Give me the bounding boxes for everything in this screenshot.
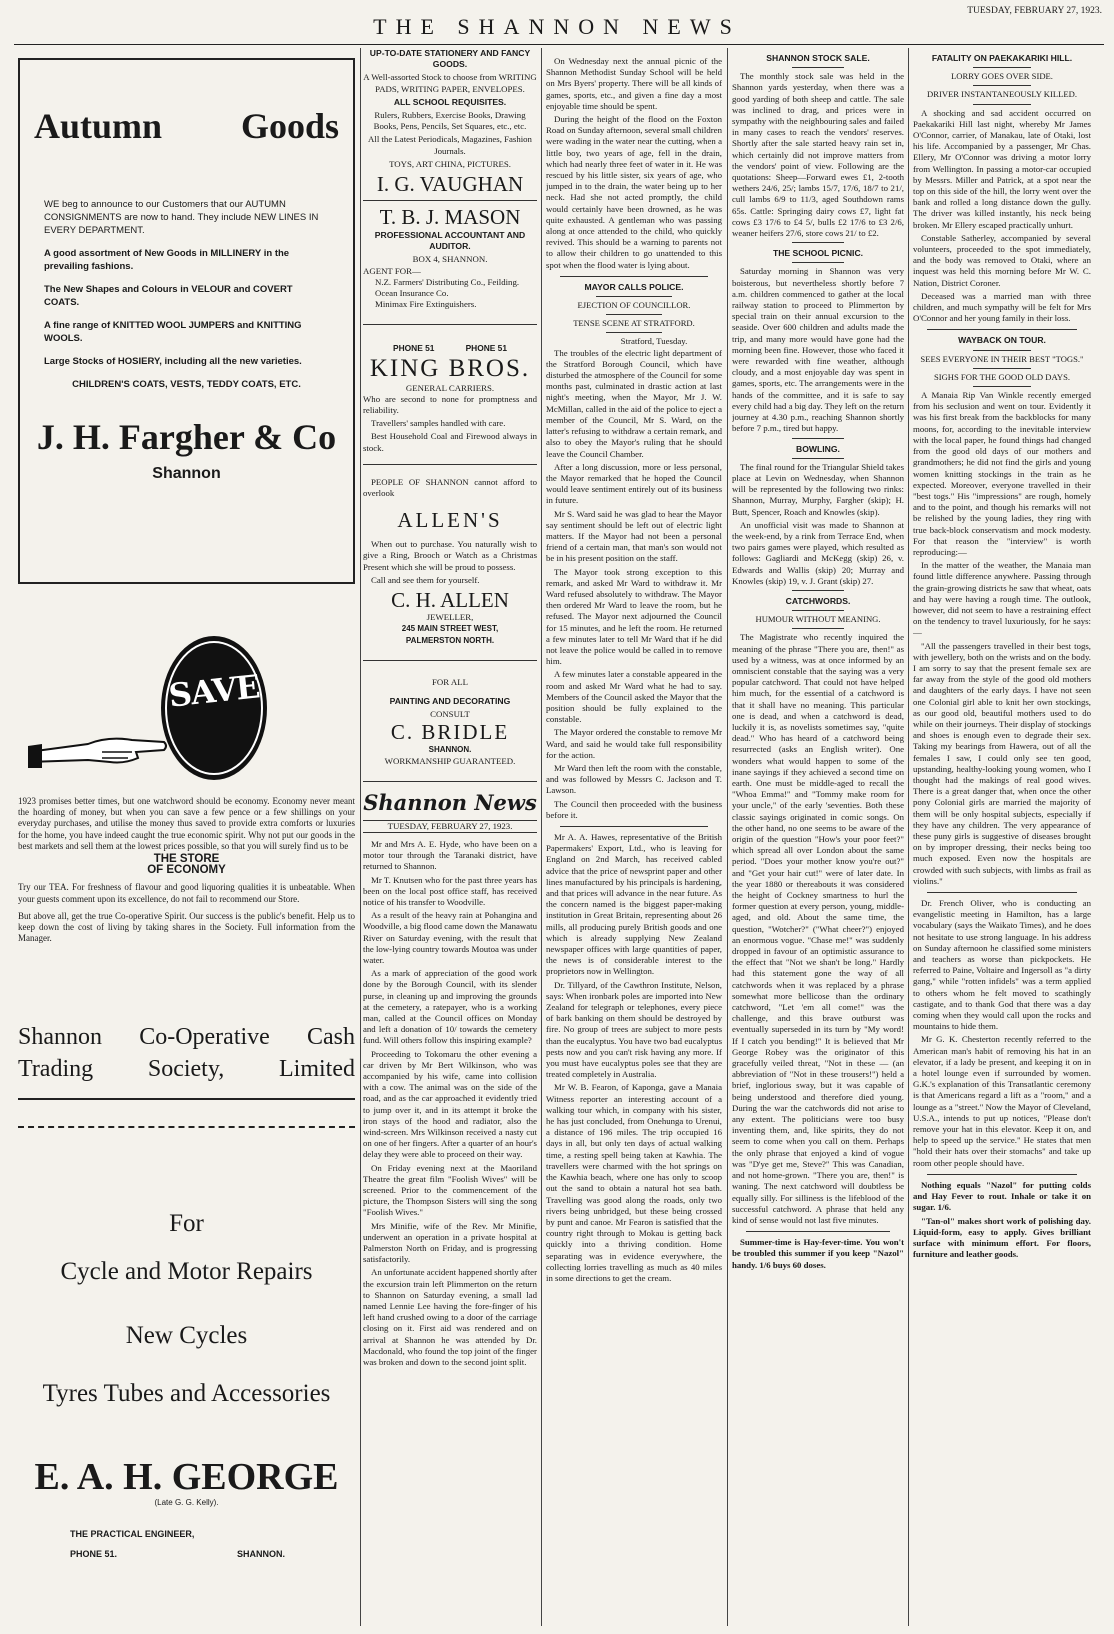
mayor-para-7: Mr Ward then left the room with the constable, and was followed by Messrs C. Jackson and T. Lawson. <box>546 762 722 796</box>
autumn-heading: Autumn Goods <box>34 106 339 146</box>
hawes-para: Mr A. A. Hawes, representative of the British Papermakers' Export, Ltd., who is leaving for England on 2nd March, has received cabled advice that the price of newsprint paper and other lines manufactured by his principals is hardening, and that prices will advance in the near future. As the concern named is the biggest paper-making institution in Great Britain, representing about 26 mills, all producing purely British goods and one which is already supplying New Zealand newspaper offices with large quantities of paper, the news is of considerable interest to the proprietors now in Wellington. <box>546 832 722 977</box>
autumn-goods-ad <box>18 58 355 584</box>
divider <box>973 85 1031 86</box>
vaughan-stock: A Well-assorted Stock to choose from WRITING PADS, WRITING PAPER, ENVELOPES. <box>363 72 537 94</box>
masthead <box>0 0 1114 44</box>
divider <box>792 67 844 68</box>
divider <box>606 314 662 315</box>
wayback-heading: WAYBACK ON TOUR. <box>958 335 1046 346</box>
nazol-ad: Summer-time is Hay-fever-time. You won't be troubled this summer if you keep "Nazol" handy. 1/6 buys 60 doses. <box>732 1237 904 1270</box>
allen-intro: PEOPLE OF SHANNON cannot afford to overlook <box>363 476 537 499</box>
save-body: 1923 promises better times, but one watchword should be economy. Economy never meant the hoarding of money, but when you can save a few pence or a few shillings on your everyday purchases, and utilise the money thus saved to provide extra comforts or luxuries for the home, you have indeed caught the true economic spirit. Why not put our goods in the best markets and sell them at the lowest prices possible, so that you will surely find us to be <box>18 796 355 851</box>
divider <box>596 296 672 297</box>
oliver-para: Dr. French Oliver, who is conducting an evangelistic meeting in Hamilton, has a large vocabulary (says the Waikato Times), and he does not hesitate to use strong language. In his address on Sunday afternoon he classified some ministers and teachers as worse than pickpockets. He referred to Paine, Voltaire and Ingersoll as "a dirty gang," while "rotten infidels" was a term applied to others whom he felt moved to scathingly castigate, and to thank God that there was a day coming when they would call upon the rocks and mountains to hide them. <box>913 898 1091 1032</box>
tillyard-para: Dr. Tillyard, of the Cawthron Institute, Nelson, says: When ironbark poles are imported into New Zealand for telegraph or telephones, every piece of bark banking on them should be destroyed by fire. No group of trees are subject to more pests than the eucalyptus. You have two bad eucalyptus pests now and you can't risk having any more. If you must have eucalyptus poles see that they are treated completely in Australia. <box>546 979 722 1080</box>
divider <box>792 610 844 611</box>
king-phone-1: PHONE 51 <box>393 343 435 354</box>
school-heading: THE SCHOOL PICNIC. <box>772 248 864 259</box>
divider <box>973 350 1031 351</box>
king-name: KING BROS. <box>369 354 531 382</box>
column-rule-3 <box>727 48 728 1626</box>
mayor-sub-2: TENSE SCENE AT STRATFORD. <box>573 318 695 329</box>
save-tea: Try our TEA. For freshness of flavour and good liquoring qualities it is unbeatable. When your guests comment upon its excellence, do not fail to recommend our Store. <box>18 882 355 904</box>
divider <box>927 329 1077 330</box>
divider <box>973 368 1031 369</box>
king-sub: GENERAL CARRIERS. <box>405 382 495 393</box>
methodist-picnic: On Wednesday next the annual picnic of the Shannon Methodist Sunday School will be held on Mrs Byers' property. There will be all kinds of games, sports, etc., and given a fine day a most enjoyable time should be spent. <box>546 56 722 111</box>
flood-rescue: During the height of the flood on the Foxton Road on Sunday afternoon, several small children were wading in the water near the cutting, when a little boy, two years of age, fell in the drain, which had nearly three feet of water in it. He was rescued by his little sister, six years of age, who jumped in to the drain, the water being up to her neck. Had she not acted promptly, the child would certainly have been drowned, as he was quite exhausted. A gentleman who was passing along at once attended to the child, who quickly revived. This should be a warning to parents not to allow their children to go unattended to this spot when the flood water is lying about. <box>546 114 722 270</box>
mayor-para-5: A few minutes later a constable appeared in the room and asked Mr Ward what he had to say. Members of the Council asked the Mayor that the position should be fully explained to the constable. <box>546 669 722 725</box>
shannon-news-nameplate: Shannon News <box>363 789 537 815</box>
mayor-heading: MAYOR CALLS POLICE. <box>584 281 684 292</box>
autumn-line-5: Large Stocks of HOSIERY, including all the new varieties. <box>44 356 302 367</box>
mayor-para-4: The Mayor took strong exception to this remark, and asked Mr Ward to withdraw it. Mr Ward refused absolutely to withdraw. The Mayor then ordered Mr Ward to leave the room, but he refused. The Mayor next adjourned the Council for 15 minutes, and he left the room. He returned a few minutes later to tell Mr Ward that if he did not leave the police would be called in to remove him. <box>546 566 722 667</box>
mayor-para-2: After a long discussion, more or less personal, the Mayor remarked that he hoped the Council would leave sentiment entirely out of its business in future. <box>546 461 722 506</box>
mason-box: BOX 4, SHANNON. <box>412 254 488 265</box>
bowling-para-2: An unofficial visit was made to Shannon at the week-end, by a rink from Terrace End, when two pairs games were played, which resulted as follows: Gagliardi and McKegg (skip) 26, v. Edwards and Wallis (skip) 20; Murray and Knowles (skip) 19, v. J. Grant (skip) 27. <box>732 519 904 586</box>
divider <box>792 438 844 439</box>
pointing-hand-icon <box>28 722 168 778</box>
save-word: SAVE <box>166 667 262 715</box>
divider <box>363 781 537 782</box>
mason-agency-2: Ocean Insurance Co. <box>375 288 449 299</box>
divider <box>363 660 537 661</box>
autumn-line-3: The New Shapes and Colours in VELOUR and COVERT COATS. <box>44 284 293 308</box>
catch-sub: HUMOUR WITHOUT MEANING. <box>755 614 881 625</box>
autumn-line-6: CHILDREN'S COATS, VESTS, TEDDY COATS, ETC. <box>72 379 301 390</box>
mayor-dateline: Stratford, Tuesday. <box>620 336 688 347</box>
mason-agency-3: Minimax Fire Extinguishers. <box>375 299 477 310</box>
society-line-1: Shannon Co-Operative Cash <box>18 1024 355 1050</box>
bridle-town: SHANNON. <box>428 745 472 755</box>
nazol-ad-2: Nothing equals "Nazol" for putting colds and Hay Fever to rout. Inhale or take it on sugar. 1/6. <box>913 1179 1091 1213</box>
bridle-guar: WORKMANSHIP GUARANTEED. <box>384 755 516 766</box>
wayback-sub-1: SEES EVERYONE IN THEIR BEST "TOGS." <box>920 353 1084 364</box>
fatal-sub-2: DRIVER INSTANTANEOUSLY KILLED. <box>927 89 1077 100</box>
divider <box>927 892 1077 893</box>
save-coop: But above all, get the true Co-operative Spirit. Our success is the public's benefit. Help us to keep down the cost of living by taking shares in the Society. Full information from the Manager. <box>18 910 355 944</box>
mason-agent: AGENT FOR— <box>363 265 421 276</box>
vaughan-periodicals: All the Latest Periodicals, Magazines, Fashion Journals. <box>368 134 532 156</box>
mason-title: PROFESSIONAL ACCOUNTANT AND AUDITOR. <box>374 230 526 252</box>
divider <box>792 590 844 591</box>
co-op-save-ad <box>18 626 355 1100</box>
allen-addr-1: 245 MAIN STREET WEST, <box>401 624 499 634</box>
cycle-line-4: Tyres Tubes and Accessories <box>42 1380 331 1407</box>
divider <box>363 200 537 201</box>
divider <box>973 104 1031 105</box>
autumn-line-4: A fine range of KNITTED WOOL JUMPERS and KNITTING WOOLS. <box>44 320 302 344</box>
bridle-t2: CONSULT <box>430 709 470 720</box>
stock-heading: SHANNON STOCK SALE. <box>766 53 870 63</box>
fargher-firm: J. H. Fargher & Co <box>36 417 337 457</box>
george-town: SHANNON. <box>236 1549 285 1559</box>
fatal-heading: FATALITY ON PAEKAKARIKI HILL. <box>931 53 1073 63</box>
cycle-line-1: For <box>169 1210 204 1237</box>
column-5 <box>913 48 1091 1626</box>
column-rule-1 <box>360 48 361 1626</box>
wayback-para-2: In the matter of the weather, the Manaia man found little difference anywhere. Passing through the grain-growing districts he saw that wheat, oats and hay were having a rough time. The outlook, however, did not seem to have a restraining effect on the tendency to travel luxuriously, for he says:— <box>913 560 1091 638</box>
news-para-4: As a mark of appreciation of the good work done by the Borough Council, with its slender purse, in cleaning up and improving the grounds at the cemetery, a ratepayer, who is a working man, called at the Council offices on Monday and left a donation of 10/ towards the cemetery fund. Will others follow this inspiring example? <box>363 968 537 1046</box>
tanol-ad: "Tan-ol" makes short work of polishing day. Liquid-form, easy to apply. Gives brilliant surface with minimum effort. For floors, furniture and leather goods. <box>913 1215 1091 1260</box>
column-2 <box>363 48 537 1626</box>
news-para-8: An unfortunate accident happened shortly after the excursion train left Plimmerton on the return to Shannon on Saturday evening, a small lad named Lennie Lee having the fore-finger of his left hand crushed owing to a door of the carriage closing on it. First aid was rendered and on arrival at Shannon he was attended by Dr. Macdonald, who found the top joint of the finger was broken and down to the second joint split. <box>363 1267 537 1368</box>
masthead-date: TUESDAY, FEBRUARY 27, 1923. <box>967 6 1102 16</box>
king-t2: Travellers' samples handled with care. <box>371 418 506 429</box>
bridle-for: FOR ALL <box>432 676 468 687</box>
allen-firm: C. H. ALLEN <box>391 588 509 613</box>
divider <box>792 242 844 243</box>
mayor-sub-1: EJECTION OF COUNCILLOR. <box>577 300 691 311</box>
vaughan-heading: UP-TO-DATE STATIONERY AND FANCY GOODS. <box>369 48 531 70</box>
nameplate-date: TUESDAY, FEBRUARY 27, 1923. <box>363 820 537 833</box>
allen-addr-2: PALMERSTON NORTH. <box>405 635 495 645</box>
divider <box>746 1231 890 1232</box>
vaughan-school: ALL SCHOOL REQUISITES. <box>393 96 507 107</box>
masthead-title: THE SHANNON NEWS <box>373 14 741 39</box>
news-para-6: On Friday evening next at the Maoriland Theatre the great film "Foolish Wives" will be screened. Prior to the commencement of the picture, the Thompson Sisters will sing the song "Foolish Wives." <box>363 1162 537 1218</box>
divider <box>792 628 844 629</box>
store-line-2: OF ECONOMY <box>147 864 226 877</box>
masthead-rule <box>14 44 1104 45</box>
cycle-line-2: Cycle and Motor Repairs <box>60 1258 313 1285</box>
wayback-para-3: "All the passengers travelled in their best togs, with jewellery, both on the wrists and on the body. I am sorry to say that the present female sex are far away from the style of the good old mothers and daughters of the early days. I have not seen one Colonial girl able to knit her own stockings, as our good old, beautiful mothers used to do while on their journeys. Their display of stockings and shoes is enough even to degrade their sex. Taking my bearings from Hawera, out of all the females I saw, I could only see ten good, upstanding, healthy-looking young women, who I thought had the makings of real good wives. There is a great danger that, when once the other pony Colonial girls are married the majority of them will be only hospital subjects, especially if they have any children. The very appearance of these puny girls is suggestive of diseases brought on by improper dressing, their necks being too much exposed. Even now the hospitals are crowded with such subjects, with limbs as frail as violins." <box>913 640 1091 886</box>
mayor-para-3: Mr S. Ward said he was glad to hear the Mayor say sentiment should be left out of electric light matters. If the Mayor had not been a personal friend of a certain man, that man's son would not be in his present position on the staff. <box>546 508 722 564</box>
wayback-para-1: A Manaia Rip Van Winkle recently emerged from his seclusion and went on tour. Evidently it was his first break from the backblocks for many moons, for, according to the inevitable interview with the local paper, he found things had changed from the good old days of our mothers and grandmothers; he did not find the girls and young women knitting stockings in the train as he expected. Moreover, everyone travelled in their "best togs." His "impressions" are rough, homely and to the point, and though his remarks will not be relished by the young ladies, they ring with true back-block conservatism and mock modesty. For that reason the "interview" is worth reproducing:— <box>913 390 1091 557</box>
society-line-2: Trading Society, Limited <box>18 1056 355 1082</box>
chesterton-para: Mr G. K. Chesterton recently referred to the American man's habit of removing his hat in an elevator, if a lady be present, and keeping it on in a hotel lounge even if surrounded by women. G.K.'s explanation of this Transatlantic ceremony is that Americans regard a lift as a "room," and a lounge as a "street." Now the Mayor of Cleveland, U.S.A., intends to put up notices, "Please don't remove your hat in this elevator. Keep it on, and help to speed up the service." He states that men "hold their hats over their stomachs" and take up room other people should have. <box>913 1034 1091 1168</box>
george-trade: THE PRACTICAL ENGINEER, <box>70 1529 195 1539</box>
catch-body: The Magistrate who recently inquired the meaning of the phrase "There you are, then!" as used by a witness, was at once informed by an omniscient constable that the saying was a very popular catchword. That could not have helped him much, for the essential of a catchword is that it shall have no meaning. This particular one is dead, and when a catchword is dead, luckily it is, as novelists sometimes say, "quite dead." Who has heard of a catchword being resurrected (asks an English writer). One wonders what would happen to some of the inane sayings if they achieved a second time on earth. One must be middle-aged to recall the "Whoa Emma!" and "Tommy make room for your uncle," of the early 'seventies. Both these classic sayings originated in comic songs. On the other hand, no one seems to be aware of the origin of the question "How's your poor feet?" which spread all over London about the same period. "Does your mother know you're out?" and "Get your hair cut!" were of later date. In the year 1880 or thereabouts it was considered the height of Cockney smartness to hurl the former question at every person, young, middle-aged, and old. About the same time, the question, "Wotcher?" ("What cheer?") enjoyed an enormous vogue. "Chase me!" was suddenly dropped in favour of an optimistic assurance to the effect that "Not we shan't be long." Hardly had this statement gone the way of all catchwords when it was replaced by a phrase somewhat more bellicose than the ordinary catchword, "Let 'em all come!" was the challenge, and this brave outburst was eventually superseded in its turn by "My word! If I catch you bending!" It is believed that Mr George Robey was the originator of this gracefully veiled threat, "Not in these — (an abbreviation of "Not in these trousers!") held a brief, inglorious sway, but it was capable of being understood and therefore died young. During the war the catchwords did not arise to any extent. The politicians were too busy inventing them, and, like spirits, they do not seem to come when you call on them. Perhaps the only phrase that enjoyed a kind of vogue was "D'ye get me, Steve?" This was Canadian, and not home-grown. "There you are, then!" is waning. The next catchword will doubtless be equally silly. For silliness is the lifeblood of the successful catchword. A phrase that held any kind of sense would not last five minutes. <box>732 632 904 1225</box>
fatal-sub-1: LORRY GOES OVER SIDE. <box>951 71 1053 82</box>
divider <box>363 464 537 465</box>
vaughan-toys: TOYS, ART CHINA, PICTURES. <box>389 158 511 169</box>
king-t1: Who are second to none for promptness and reliability. <box>363 393 537 416</box>
bowling-heading: BOWLING. <box>796 443 840 454</box>
divider <box>973 67 1031 68</box>
column-rule-2 <box>541 48 542 1626</box>
divider <box>363 324 537 325</box>
king-t3: Best Household Coal and Firewood always in stock. <box>363 431 537 453</box>
vaughan-name: I. G. VAUGHAN <box>376 172 524 197</box>
catch-heading: CATCHWORDS. <box>785 595 851 606</box>
mason-name: T. B. J. MASON <box>379 205 521 230</box>
fargher-town: Shannon <box>152 465 221 482</box>
bridle-name: C. BRIDLE <box>390 720 510 745</box>
autumn-line-1: WE beg to announce to our Customers that our AUTUMN CONSIGNMENTS are now to hand. They include NEW LINES IN EVERY DEPARTMENT. <box>44 199 319 236</box>
allen-t1: When out to purchase. You naturally wish to give a Ring, Brooch or Watch as a Christmas Present which she will be proud to possess. <box>363 539 537 572</box>
divider <box>606 332 662 333</box>
mason-agency-1: N.Z. Farmers' Distributing Co., Feilding. <box>375 276 520 287</box>
divider <box>927 1174 1077 1175</box>
wayback-sub-2: SIGHS FOR THE GOOD OLD DAYS. <box>933 371 1071 382</box>
store-line-1: THE STORE <box>153 853 220 866</box>
divider <box>792 458 844 459</box>
news-para-7: Mrs Minifie, wife of the Rev. Mr Minifie, underwent an operation in a private hospital at Palmerston North on Friday, and is progressing satisfactorily. <box>363 1220 537 1265</box>
mayor-para-8: The Council then proceeded with the business before it. <box>546 798 722 820</box>
mayor-para-1: The troubles of the electric light department of the Stratford Borough Council, which have disturbed the atmosphere of the Council for some months past, culminated in drastic action at last night's meeting, when the Mayor, Mr J. W. McMillan, called in the aid of the police to eject a member of the Council, Mr S. Ward, on the latter's refusing to withdraw a certain remark, and also to obey the Mayor's ruling that he should leave the Council Chamber. <box>546 347 722 459</box>
bridle-t1: PAINTING AND DECORATING <box>389 695 511 706</box>
cycle-line-3: New Cycles <box>125 1322 248 1349</box>
king-phone-2: PHONE 51 <box>465 343 507 354</box>
bowling-para-1: The final round for the Triangular Shield takes place at Levin on Wednesday, when Shannon will be represented by the following two rinks: Shannon, Murray, Murphy, Fargher (skip); H. Butt, Spencer, Roach and Knowles (skip). <box>732 461 904 517</box>
george-firm: E. A. H. GEORGE <box>34 1456 339 1498</box>
news-para-5: Proceeding to Tokomaru the other evening a car driven by Mr Bert Wilkinson, who was accompanied by his wife, came into collision with a cow. The animal was on the side of the road, and as the car approached it evidently tried to jump over it, and in its attempt it broke the iron stays of the hood and radiator, also the wind-screen. Mrs Wilkinson received a nasty cut on one of her fingers. After a quarter of an hour's delay they were able to proceed on their way. <box>363 1048 537 1160</box>
news-para-3: As a result of the heavy rain at Pohangina and Woodville, a big flood came down the Manawatu River on Saturday evening, with the result that the low-lying country towards Moutoa was under water. <box>363 910 537 965</box>
allen-trade: JEWELLER, <box>426 612 474 623</box>
news-para-2: Mr T. Knutsen who for the past three years has been on the local post office staff, has received notice of his transfer to Woodville. <box>363 874 537 907</box>
divider <box>973 386 1031 387</box>
divider <box>792 262 844 263</box>
fearon-para: Mr W. B. Fearon, of Kaponga, gave a Manaia Witness reporter an interesting account of a walking tour which, in company with his sister, he has just concluded, from Onehunga to Urenui, a distance of 196 miles. The trip occupied 16 days in all, but only ten days of actual walking time, a resting spell being taken at Kawhia. The travellers were charmed with the hot springs on the Kawhia beach, where one has only to scoop out the sand to obtain a natural hot sea bath. Travelling was good along the roads, only two rivers being unbridged, but these being crossed by punt and canoe. Mr Fearon is satisfied that the country right through to Mokau is getting back quickly into a thriving condition. Home separating was in evidence everywhere, the collecting lorries travelling as much as 40 miles in some directions to get the cream. <box>546 1082 722 1283</box>
vaughan-rulers: Rulers, Rubbers, Exercise Books, Drawing Books, Pens, Pencils, Set Squares, etc., etc. <box>373 110 527 132</box>
allen-name: ALLEN'S <box>397 508 503 533</box>
mayor-para-6: The Mayor ordered the constable to remove Mr Ward, and said he would take full responsibility for the action. <box>546 727 722 760</box>
column-3 <box>546 56 722 1634</box>
stock-body: The monthly stock sale was held in the Shannon yards yesterday, when there was a good yarding of both sheep and cattle. The sale was inclined to drag, and prices were in sympathy with the neighbouring sales and failed in many cases to reach the vendors' reserves. Shortly after the sale started heavy rain set in, which certainly did not improve matters from the vendors' point of view. Following are the quotations: Sheep—Forward ewes £1, 2-tooth wethers 24/6, 25/; lambs 15/7, 17/6, 18/7 to 21/, cull lambs 6/9 to 11/3, aged Southdown rams 65s. Cattle: Springing dairy cows £7, light fat cows £3 17/6 to £4 5/, bulls £2 17/6 to £3 2/6, weaner heifers 27/6, store cows 21/ to £2. <box>732 71 904 239</box>
allen-t2: Call and see them for yourself. <box>371 574 480 585</box>
george-late: (Late G. G. Kelly). <box>154 1498 219 1507</box>
autumn-line-2: A good assortment of New Goods in MILLINERY in the prevailing fashions. <box>44 248 290 272</box>
divider <box>560 826 708 827</box>
george-phone: PHONE 51. <box>70 1549 118 1559</box>
column-rule-4 <box>908 48 909 1626</box>
school-body: Saturday morning in Shannon was very boisterous, but nevertheless shortly before 7 a.m. children commenced to gather at the local railway station to proceed to Plimmerton by special train on their annual excursion to the seaside. Over 600 children and adults made the trip, and many more would have gone had the morning been fine. However, those who faced it were rewarded with fine weather, although cloudy, and a most enjoyable day was spent in games, sports, etc. The arrangements were in the hands of the committee, and it is safe to say every child had a big day. They left on the return journey at 4.30 p.m., reaching Shannon shortly before 7 p.m., tired but happy. <box>732 266 904 434</box>
fatal-para-3: Deceased was a married man with three children, and much sympathy will be felt for Mrs O'Connor and her young family in their loss. <box>913 290 1091 324</box>
news-para-1: Mr and Mrs A. E. Hyde, who have been on a motor tour through the Taranaki district, have returned to Shannon. <box>363 838 537 872</box>
fatal-para-1: A shocking and sad accident occurred on Paekakariki Hill last night, whereby Mr James O'Connor, carrier, of Manakau, late of Otaki, lost his life. Accompanied by a passenger, Mr Chas. Ellery, Mr O'Connor was driving a motor lorry from Wellington. In passing a motor-car occupied by Messrs. Miller and Patrick, at a spot near the top on this side of the hill, the lorry went over the bank and rolled a long distance down the gully. The driver was killed instantly, his neck being broken. Mr Ellery escaped practically unhurt. <box>913 107 1091 230</box>
column-4 <box>732 48 904 1626</box>
cycle-repairs-ad <box>18 1126 355 1628</box>
fatal-para-2: Constable Satherley, accompanied by several volunteers, proceeded to the spot immediately, and the body was removed to Otaki, where an inquest was held this morning before Mr W. C. Nation, District Coroner. <box>913 232 1091 288</box>
divider <box>560 276 708 277</box>
